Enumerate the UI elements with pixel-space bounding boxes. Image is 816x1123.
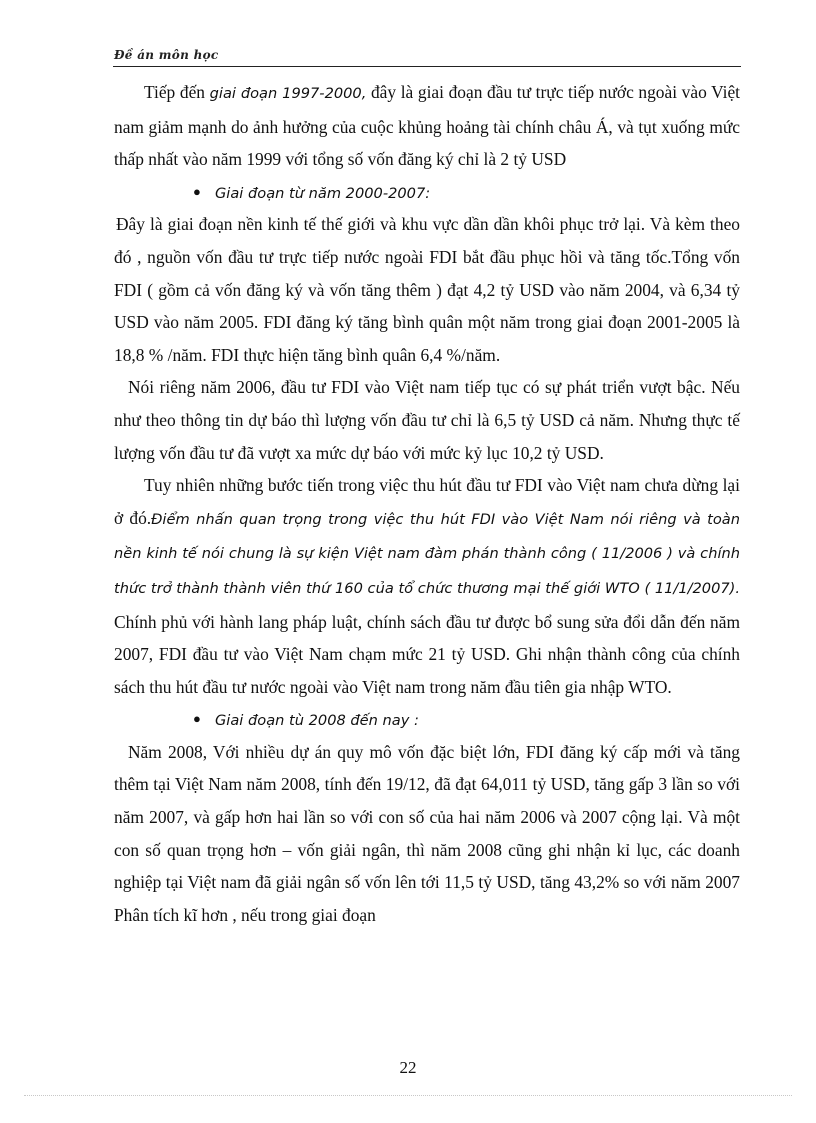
paragraph-text: Tuy nhiên những bước tiến trong việc thu hút đầu tư FDI vào Việt nam chưa dừng lại ở đó. <box>114 475 740 528</box>
highlight-italic: Điểm nhấn quan trọng trong việc thu hút FDI vào Việt Nam nói riêng và toàn nền kinh tế nói chung là sự kiện Việt nam đàm phán thành công ( 11/2006 ) và chính thức trở thành thành viên thứ 160 của tổ chức thương mại thế giới WTO ( 11/1/2007). <box>114 510 740 597</box>
header-title: Đề án môn học <box>114 48 219 62</box>
paragraph-text: Chính phủ với hành lang pháp luật, chính sách đầu tư được bổ sung sửa đổi dẫn đến năm 2007, FDI đầu tư vào Việt Nam chạm mức 21 tỷ USD. Ghi nhận thành công của chính sách thu hút đầu tư nước ngoài vào Việt nam trong năm đầu tiên gia nhập WTO. <box>114 611 740 697</box>
page-number: 22 <box>399 1058 417 1077</box>
page-header <box>113 48 741 67</box>
bullet-text: Giai đoạn từ năm 2000-2007: <box>215 184 431 202</box>
period-label-italic: giai đoạn 1997-2000, <box>209 85 367 102</box>
paragraph-1997-2000 <box>114 76 740 176</box>
bullet-item-2000-2007 <box>114 176 740 209</box>
footer-divider <box>24 1095 792 1096</box>
paragraph-text: Tiếp đến <box>144 82 210 102</box>
bullet-icon: ● <box>193 711 201 727</box>
paragraph-text: đây là giai đoạn đầu tư trực tiếp nước ngoài vào Việt nam giảm mạnh do ảnh hưởng của cuộc khủng hoảng tài chính châu Á, và tụt xuống mức thấp nhất vào năm 1999 với tổng số vốn đăng ký chỉ là 2 tỷ USD <box>114 82 740 170</box>
bullet-icon: ● <box>193 183 201 199</box>
paragraph-2006: Nói riêng năm 2006, đầu tư FDI vào Việt nam tiếp tục có sự phát triển vượt bậc. Nếu như theo thông tin dự báo thì lượng vốn đầu tư chỉ là 6,5 tỷ USD cả năm. Nhưng thực tế lượng vốn đầu tư đã vượt xa mức dự báo với mức kỷ lục 10,2 tỷ USD. <box>114 377 740 463</box>
document-body <box>114 76 740 931</box>
paragraph-wto <box>114 469 740 703</box>
paragraph-2000-2007: Đây là giai đoạn nền kinh tế thế giới và khu vực dần dần khôi phục trở lại. Và kèm theo đó , nguồn vốn đầu tư trực tiếp nước ngoài FDI bắt đầu phục hồi và tăng tốc.Tổng vốn FDI ( gồm cả vốn đăng ký và vốn tăng thêm ) đạt 4,2 tỷ USD vào năm 2004, và 6,34 tỷ USD vào năm 2005. FDI đăng ký tăng bình quân một năm trong giai đoạn 2001-2005 là 18,8 % /năm. FDI thực hiện tăng bình quân 6,4 %/năm. <box>114 214 740 365</box>
paragraph-2008: Năm 2008, Với nhiều dự án quy mô vốn đặc biệt lớn, FDI đăng ký cấp mới và tăng thêm tại Việt Nam năm 2008, tính đến 19/12, đã đạt 64,011 tỷ USD, tăng gấp 3 lần so với năm 2007, và gấp hơn hai lần so với con số của hai năm 2006 và 2007 cộng lại. Và một con số quan trọng hơn – vốn giải ngân, thì năm 2008 cũng ghi nhận kỉ lục, các doanh nghiệp tại Việt nam đã giải ngân số vốn lên tới 11,5 tỷ USD, tăng 43,2% so với năm 2007 Phân tích kĩ hơn , nếu trong giai đoạn <box>114 741 740 925</box>
bullet-text: Giai đoạn tù 2008 đến nay : <box>215 712 419 730</box>
bullet-item-2008 <box>114 703 740 736</box>
